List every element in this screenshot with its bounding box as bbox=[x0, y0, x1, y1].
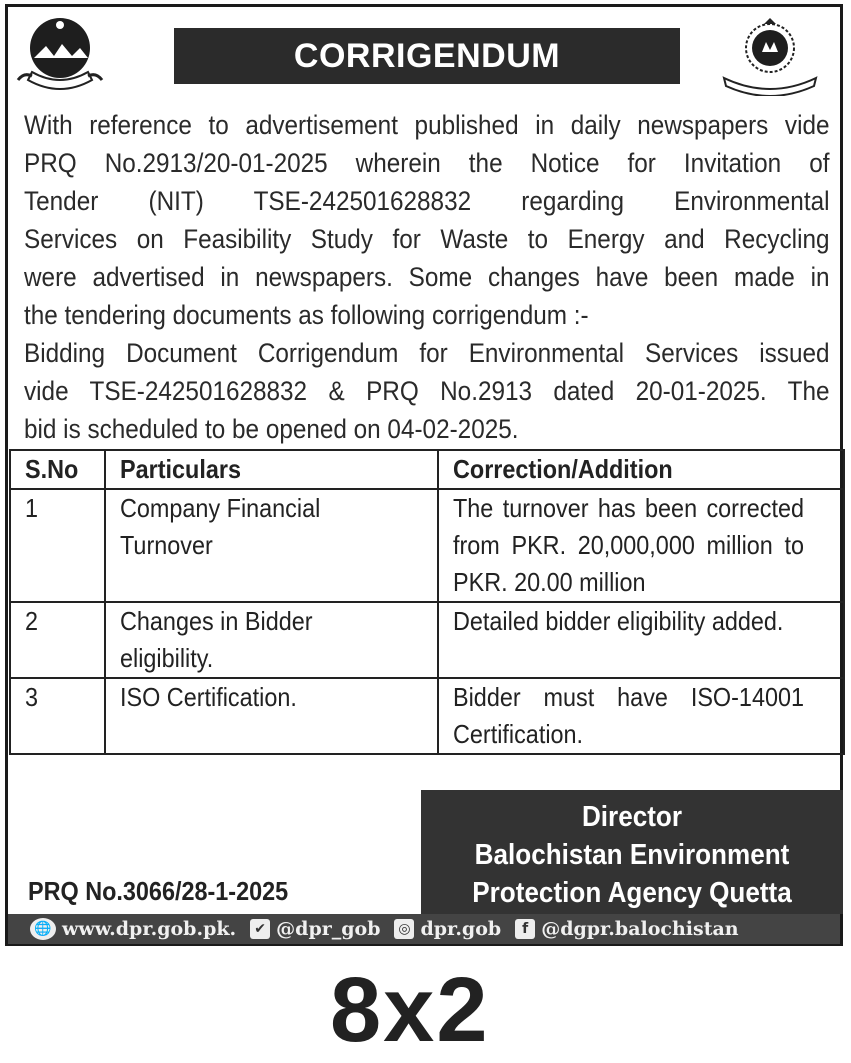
prq-number: PRQ No.3066/28-1-2025 bbox=[28, 876, 289, 906]
cell-sno: 1 bbox=[10, 489, 105, 602]
cell-correction: Detailed bidder eligibility added. bbox=[438, 602, 844, 678]
cell-sno: 2 bbox=[10, 602, 105, 678]
ad-size-label: 8x2 bbox=[330, 959, 490, 1061]
footer-contact-bar bbox=[8, 914, 840, 944]
intro-line: PRQ No.2913/20-01-2025 wherein the Notice for Invitation of bbox=[24, 148, 830, 178]
footer-website[interactable] bbox=[8, 918, 236, 940]
facebook-handle: @dgpr.balochistan bbox=[541, 918, 739, 940]
signatory-title: Director bbox=[581, 801, 683, 833]
cell-correction: The turnover has been corrected from PKR. 20,000,000 million to PKR. 20.00 million bbox=[438, 489, 844, 602]
intro-line: the tendering documents as following corrigendum :- bbox=[24, 300, 589, 330]
intro-line: With reference to advertisement published in daily newspapers vide bbox=[24, 110, 830, 140]
cell-particulars: ISO Certification. bbox=[105, 678, 438, 754]
cell-correction: Bidder must have ISO-14001 Certification. bbox=[438, 678, 844, 754]
instagram-handle: dpr.gob bbox=[420, 918, 502, 940]
footer-instagram[interactable] bbox=[394, 918, 501, 940]
intro-line: Tender (NIT) TSE-242501628832 regarding Environmental bbox=[24, 186, 830, 216]
page-title: CORRIGENDUM bbox=[174, 28, 680, 84]
column-header-sno: S.No bbox=[10, 450, 105, 489]
balochistan-emblem-right bbox=[720, 16, 820, 96]
column-header-particulars: Particulars bbox=[105, 450, 438, 489]
table-row bbox=[10, 678, 844, 754]
globe-icon: 🌐 bbox=[30, 918, 56, 940]
table-row bbox=[10, 602, 844, 678]
balochistan-emblem-left bbox=[14, 14, 104, 94]
signatory-department: Balochistan Environment bbox=[474, 839, 790, 871]
cell-sno: 3 bbox=[10, 678, 105, 754]
intro-line: were advertised in newspapers. Some changes have been made in bbox=[24, 262, 830, 292]
intro-line: bid is scheduled to be opened on 04-02-2025. bbox=[24, 414, 519, 444]
cell-particulars: Company Financial Turnover bbox=[105, 489, 438, 602]
website-text: www.dpr.gob.pk. bbox=[62, 918, 237, 940]
column-header-correction: Correction/Addition bbox=[438, 450, 844, 489]
twitter-handle: @dpr_gob bbox=[276, 918, 381, 940]
intro-paragraph bbox=[24, 106, 830, 448]
footer-twitter[interactable] bbox=[250, 918, 380, 940]
table-row bbox=[10, 489, 844, 602]
instagram-icon: ◎ bbox=[394, 919, 414, 939]
cell-particulars: Changes in Bidder eligibility. bbox=[105, 602, 438, 678]
intro-line: Services on Feasibility Study for Waste to Energy and Recycling bbox=[24, 224, 830, 254]
table-header-row bbox=[10, 450, 844, 489]
intro-line: vide TSE-242501628832 & PRQ No.2913 dated 20-01-2025. The bbox=[24, 376, 830, 406]
corrigendum-table bbox=[9, 449, 845, 755]
twitter-icon: ✔ bbox=[250, 919, 270, 939]
signatory-block bbox=[421, 790, 843, 914]
footer-facebook[interactable] bbox=[515, 918, 738, 940]
signatory-department: Protection Agency Quetta bbox=[472, 877, 792, 909]
intro-line: Bidding Document Corrigendum for Environmental Services issued bbox=[24, 338, 830, 368]
facebook-icon: f bbox=[515, 919, 535, 939]
